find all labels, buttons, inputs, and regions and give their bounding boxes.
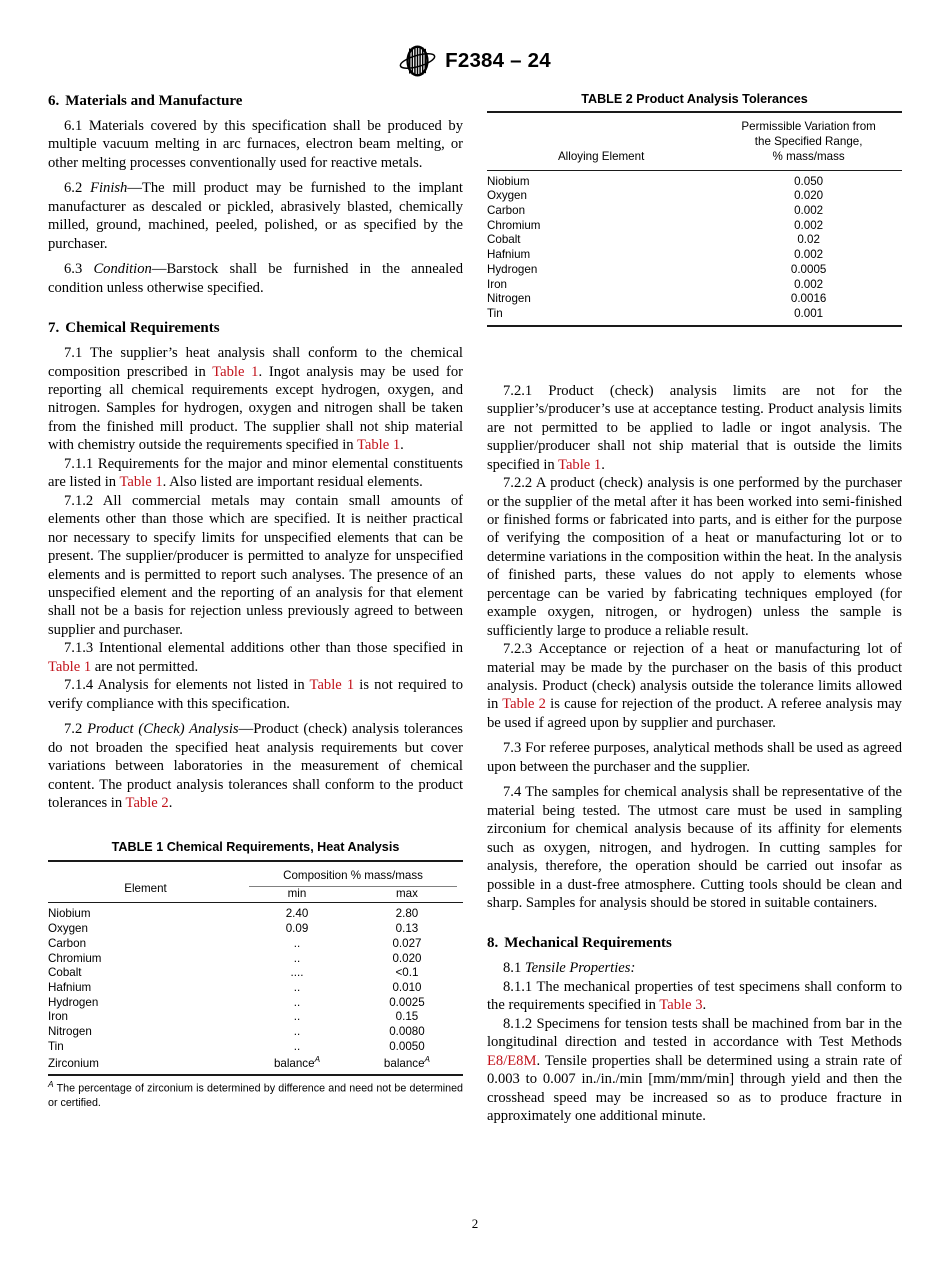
table-1-body [48,903,463,1075]
table-2-cell-value: 0.001 [715,307,902,326]
table-1-cell-max: <0.1 [395,966,419,980]
table-row [48,1025,463,1040]
table-1-cell-min: .... [290,966,304,980]
table-2-cell-element: Hydrogen [487,262,538,276]
table-2-title: TABLE 2 Product Analysis Tolerances [581,92,808,106]
link-table-1[interactable]: Table 1 [558,456,602,473]
paragraph-7-2-term: Product (Check) Analysis [87,721,239,738]
table-1-cell-max: 2.80 [395,907,419,921]
table-1-header-element: Element [48,861,243,903]
table-2-cell-value: 0.002 [794,204,824,218]
link-table-1[interactable]: Table 1 [309,677,355,694]
paragraph-7-1-3-text-b: are not permitted. [91,658,199,675]
section-heading-6 [48,92,463,110]
table-1-cell-max: 0.010 [392,981,422,995]
paragraph-8-1-1-text-a: The mechanical properties of test specimens shall conform to the requirements specified in [487,978,902,1014]
table-2-cell-element: Oxygen [487,189,527,203]
section-7-number: 7. [48,320,60,337]
table-1-title: TABLE 1 Chemical Requirements, Heat Analysis [111,840,400,855]
table-1-footnote-text: The percentage of zirconium is determined by difference and need not be determined or certified. [48,1082,463,1109]
table-1-cell-element: Tin [48,1039,64,1053]
paragraph-6-2-text: —The mill product may be furnished to the implant manufacturer as descaled or pickled, abrasively blasted, chemically milled, ground, machined, peeled, polished, or as specified by the purchaser. [48,180,463,252]
paragraph-7-1-1 [48,455,463,492]
table-1-footnote-marker: A [48,1079,54,1090]
table-row [487,263,902,278]
page-number: 2 [471,1216,479,1231]
paragraph-6-3-text: —Barstock shall be furnished in the annealed condition unless otherwise specified. [48,261,463,296]
paragraph-7-1-4-text-b: is not required to verify compliance with this specification. [48,677,463,712]
paragraph-7-2-label: 7.2 [64,721,83,738]
paragraph-8-1-2-text-a: Specimens for tension tests shall be machined from bar in the longitudinal direction and tested in accordance with Test Methods [487,1015,902,1051]
section-6-title: Materials and Manufacture [65,93,243,109]
table-1-cell-max: 0.027 [392,936,422,950]
paragraph-7-1-2-text: All commercial metals may contain small amounts of elements other than those which are specified. It is neither practical nor necessary to specify limits for unspecified elements that can be present. The supplier/producer is permitted to analyze for unspecified elements and is permitted to report such analyses. The presence of an unspecified element and the reporting of an analysis for that element shall not be a basis for rejection unless previously agreed to between supplier and purchaser. [48,492,463,638]
table-1-cell-element: Oxygen [48,922,88,936]
table-2-cell-element: Nitrogen [487,292,531,306]
paragraph-7-2-3-label: 7.2.3 [503,641,533,658]
table-2 [487,92,902,327]
footnote-marker: A [424,1054,431,1064]
section-heading-8 [487,934,902,952]
section-heading-7 [48,319,463,337]
table-row [487,233,902,248]
table-1-cell-min: .. [293,951,301,965]
table-1-cell-element: Niobium [48,907,91,921]
table-2-header-line-3: % mass/mass [772,149,845,163]
table-row [48,903,463,922]
table-2-cell-value: 0.002 [794,248,824,262]
table-1-header-max: max [351,887,463,902]
paragraph-7-1-4-text-a: Analysis for elements not listed in [97,677,310,694]
table-row [487,189,902,204]
table-1-cell-element: Chromium [48,951,102,965]
table-1-cell-max: 0.13 [395,922,419,936]
table-1-cell-max: 0.15 [395,1010,419,1024]
link-table-3[interactable]: Table 3 [659,997,703,1014]
paragraph-7-4-label: 7.4 [503,784,522,801]
paragraph-7-3-text: For referee purposes, analytical methods shall be used as agreed upon between the purchaser and the supplier. [487,740,902,775]
table-1 [48,840,463,1110]
paragraph-7-1-3 [48,639,463,676]
paragraph-8-1-2 [487,1015,902,1126]
paragraph-7-2-1-text-a: Product (check) analysis limits are not for the supplier’s/producer’s use at acceptance testing. Product analysis limits are not permitted to be applied to ladle or ingot analysis. The supplier/producer shall not ship material that is outside the limits specified in [487,382,902,473]
table-1-cell-max: 0.0025 [389,995,425,1009]
table-1-cell-min: .. [293,936,301,950]
table-1-grid [48,860,463,1077]
table-row [487,170,902,189]
table-2-header-element: Alloying Element [487,112,715,170]
paragraph-7-1-text-c: . [400,437,404,454]
table-2-cell-value: 0.050 [794,174,824,188]
table-1-cell-min: balance$^A$ [243,1055,351,1076]
table-1-cell-max: 0.0080 [389,1025,425,1039]
table-1-header-row-1 [48,861,463,888]
table-1-cell-element: Carbon [48,936,87,950]
paragraph-8-1-2-text-b: . Tensile properties shall be determined using a strain rate of 0.003 to 0.007 in./in./min [mm/mm/min] through yield and then the crosshead speed may be increased so as to produce fracture in approximately one additional minute. [487,1052,902,1125]
table-2-body [487,170,902,326]
table-2-cell-element: Iron [487,277,507,291]
table-1-cell-min: .. [293,995,301,1009]
table-1-cell-element: Nitrogen [48,1025,92,1039]
table-2-cell-value: 0.002 [794,277,824,291]
paragraph-6-3-label: 6.3 [64,261,83,278]
table-2-cell-value: 0.02 [797,233,820,247]
table-1-cell-min: .. [293,1039,301,1053]
paragraph-7-2-text-b: . [168,794,173,811]
paragraph-7-1-2-label: 7.1.2 [64,492,94,509]
right-column-body [487,382,902,1126]
table-row [48,981,463,996]
table-1-cell-element: Hafnium [48,981,92,995]
paragraph-7-2-1-label: 7.2.1 [503,382,533,399]
table-1-footnote [48,1079,463,1110]
table-1-cell-element: Hydrogen [48,995,99,1009]
table-row [487,292,902,307]
link-e8-e8m[interactable]: E8/E8M [487,1052,537,1069]
table-2-header-row [487,112,902,170]
paragraph-7-3-label: 7.3 [503,740,522,757]
table-1-cell-min: .. [293,1010,301,1024]
paragraph-7-2-2-label: 7.2.2 [503,475,533,492]
table-2-cell-element: Cobalt [487,233,521,247]
paragraph-7-2 [48,720,463,812]
table-2-header-line-1: Permissible Variation from [741,120,876,134]
right-column [487,92,902,1126]
paragraph-7-2-3-text-a: Acceptance or rejection of a heat or manufacturing lot of material may be made by the purchaser on the basis of this product analysis. Product (check) analysis outside the tolerance limits allowed in [487,641,902,713]
paragraph-7-2-1-text-b: . [601,456,605,473]
paragraph-8-1-1 [487,978,902,1015]
paragraph-6-2-term: Finish [90,180,128,197]
table-2-cell-value: 0.0016 [790,292,827,306]
table-row [487,219,902,234]
link-table-1[interactable]: Table 1 [119,474,163,491]
table-1-cell-element: Iron [48,1010,68,1024]
table-2-cell-element: Hafnium [487,248,531,262]
link-table-1[interactable]: Table 1 [356,437,401,454]
paragraph-7-1-text-a: The supplier’s heat analysis shall conform to the chemical composition prescribed in [48,345,463,380]
paragraph-7-1-4 [48,676,463,713]
table-2-cell-element: Chromium [487,218,541,232]
table-1-cell-max: balance$^A$ [351,1055,463,1076]
section-6-number: 6. [48,93,60,109]
table-1-cell-min: .. [293,981,301,995]
table-row [487,278,902,293]
section-8-number: 8. [487,935,499,952]
table-2-cell-value: 0.020 [794,189,824,203]
paragraph-7-1-2 [48,492,463,640]
table-1-header-composition: Composition % mass/mass [243,861,463,888]
paragraph-7-2-3 [487,640,902,732]
table-1-cell-element: Cobalt [48,966,82,980]
paragraph-7-1-1-label: 7.1.1 [64,455,94,472]
table-row [48,1040,463,1055]
paragraph-6-2 [48,179,463,253]
paragraph-6-1 [48,117,463,172]
paragraph-7-1-4-label: 7.1.4 [64,677,94,694]
table-2-cell-element: Carbon [487,204,526,218]
table-2-header-variation [715,112,902,170]
link-table-2[interactable]: Table 2 [125,794,169,811]
table-2-cell-element: Tin [487,307,715,326]
paragraph-6-3 [48,260,463,297]
table-2-grid [487,111,902,327]
link-table-1[interactable]: Table 1 [212,363,259,380]
table-row [487,307,902,326]
left-column [48,92,463,1111]
table-row [487,204,902,219]
paragraph-7-4-text: The samples for chemical analysis shall be representative of the material being tested. The utmost care must be used in sampling zirconium for chemical analysis because of its affinity for elements such as oxygen, nitrogen, and hydrogen. In cutting samples for analysis, therefore, the operation should be carried out insofar as possible in a dust-free atmosphere. Cutting tools should be clean and sharp. Samples for analysis should be stored in suitable containers. [487,784,903,912]
standard-designation: F2384 – 24 [445,49,551,72]
table-1-header-min: min [243,887,351,902]
table-1-cell-max: 0.020 [392,951,422,965]
table-1-cell-min: 2.40 [285,907,309,921]
paragraph-8-1-2-label: 8.1.2 [503,1015,533,1032]
table-row [48,922,463,937]
link-table-2[interactable]: Table 2 [502,696,546,713]
paragraph-8-1-1-text-b: . [702,997,707,1014]
table-row [487,248,902,263]
paragraph-7-1-text-b: . Ingot analysis may be used for reporting all chemical requirements except hydrogen, oxygen, and nitrogen. Samples for hydrogen, oxygen and nitrogen shall be taken from the finished mill product. The supplier shall not ship material with chemistry outside the requirements specified in [48,363,464,454]
paragraph-7-2-3-text-b: is cause for rejection of the product. A referee analysis may be used if agreed upon by supplier and purchaser. [487,696,902,731]
paragraph-7-1-label: 7.1 [64,345,83,362]
footnote-marker: A [314,1054,321,1064]
paragraph-7-2-2 [487,474,902,640]
paragraph-7-2-1 [487,382,902,474]
paragraph-6-3-term: Condition [93,261,152,278]
table-row [48,1010,463,1025]
paragraph-6-2-label: 6.2 [64,180,83,197]
paragraph-7-4 [487,783,902,912]
table-row [48,966,463,981]
paragraph-7-3 [487,739,902,776]
paragraph-8-1 [487,959,902,977]
paragraph-8-1-1-label: 8.1.1 [503,978,533,995]
table-2-header-line-2: the Specified Range, [754,134,863,148]
table-row [48,952,463,967]
paragraph-8-1-label: 8.1 [503,960,522,977]
paragraph-7-1 [48,344,463,455]
paragraph-8-1-term: Tensile Properties: [524,960,636,977]
section-7-title: Chemical Requirements [65,320,220,337]
paragraph-6-1-text: Materials covered by this specification shall be produced by multiple vacuum melting in arc furnaces, electron beam melting, or other melting processes conventionally used for reactive metals. [48,118,463,171]
paragraph-7-1-3-label: 7.1.3 [64,640,94,657]
table-2-cell-element: Niobium [487,174,530,188]
paragraph-7-1-3-text-a: Intentional elemental additions other than those specified in [99,640,463,657]
link-table-1[interactable]: Table 1 [48,658,92,675]
table-row [48,937,463,952]
table-row [48,996,463,1011]
paragraph-7-1-1-text-b: . Also listed are important residual elements. [162,474,423,491]
table-1-cell-max: 0.0050 [389,1039,425,1053]
paragraph-7-2-text-a: —Product (check) analysis tolerances do not broaden the specified heat analysis requirements but cover variations between laboratories in the measurement of chemical content. The product analysis tolerances shall conform to the product tolerances in [48,721,463,811]
table-1-cell-element: Zirconium [48,1055,243,1076]
table-2-cell-value: 0.0005 [790,262,827,276]
table-row [48,1055,463,1076]
astm-logo-icon [399,44,436,78]
paragraph-6-1-label: 6.1 [64,118,83,134]
paragraph-7-2-2-text: A product (check) analysis is one performed by the purchaser or the supplier of the metal after it has been worked into semi-finished or finished forms or fabricated into parts, and is either for the purpose of verifying the composition of a heat or manufacturing lot or to determine variations in the composition within the heat. In the analysis of finished parts, these values do not apply to elements whose percentage can be varied by fabricating techniques employed (for example oxygen, nitrogen, or hydrogen) unless the sample is sufficiently large to produce a reliable result. [487,475,903,639]
table-2-cell-value: 0.002 [794,218,824,232]
paragraph-7-1-1-text-a: Requirements for the major and minor elemental constituents are listed in [48,455,463,491]
table-1-cell-min: 0.09 [285,922,309,936]
section-8-title: Mechanical Requirements [504,935,672,952]
document-header [0,44,950,78]
table-1-cell-min: .. [293,1025,301,1039]
